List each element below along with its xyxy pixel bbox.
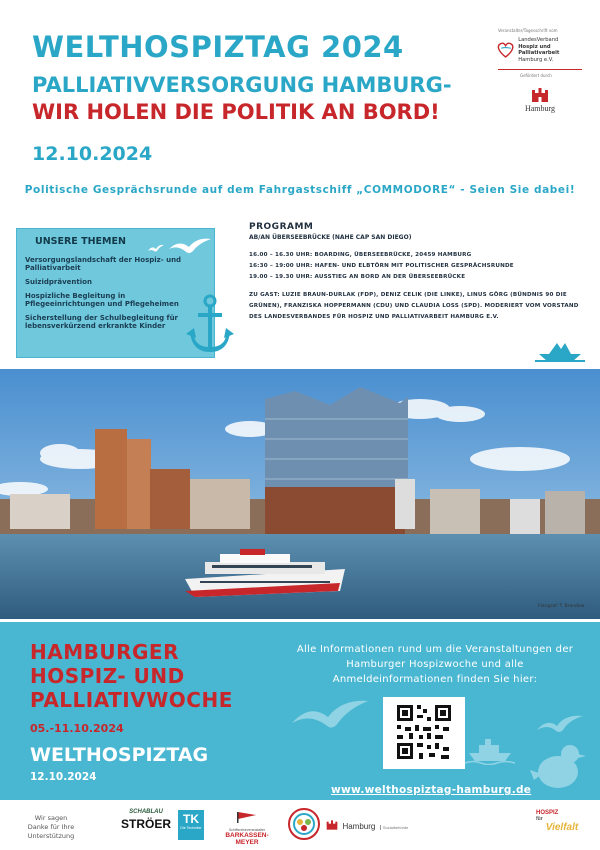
logo-small-top: Veranstalter/Tagesschrift vom bbox=[498, 28, 558, 33]
programm-row: 16:30 – 19:00 UHR: HAFEN- UND ELBTÖRN MIT POLITISCHER GESPRÄCHSRUNDE bbox=[249, 263, 514, 269]
list-item: Suizidprävention bbox=[25, 278, 92, 286]
sponsor-schablau-stroeer bbox=[118, 809, 174, 831]
logo-line3: Hamburg e.V. bbox=[518, 56, 554, 63]
subtitle-line2: WIR HOLEN DIE POLITIK AN BORD! bbox=[32, 100, 440, 124]
ship-icon bbox=[465, 735, 515, 765]
tk-label: TK bbox=[183, 812, 199, 826]
tk-sub-label: Die Techniker bbox=[180, 826, 202, 830]
themen-title: UNSERE THEMEN bbox=[35, 236, 126, 247]
landesverband-logo bbox=[496, 37, 584, 63]
seagull-icon bbox=[167, 235, 213, 257]
programm-section bbox=[249, 222, 589, 323]
barkassen-top-label: Schiffsreiseveranstalter bbox=[228, 828, 266, 832]
heading-line3: PALLIATIVWOCHE bbox=[30, 688, 233, 712]
heading-line2: HOSPIZ- UND bbox=[30, 664, 185, 688]
seagull-small-icon bbox=[147, 243, 165, 253]
website-link[interactable]: www.welthospiztag-hamburg.de bbox=[331, 784, 532, 796]
welthospiztag-date: 12.10.2024 bbox=[30, 771, 97, 783]
event-date: 12.10.2024 bbox=[32, 143, 153, 165]
sponsor-barkassen-meyer bbox=[214, 810, 280, 846]
castle-icon bbox=[531, 88, 549, 102]
list-item: Hospizliche Begleitung in Pflegeeinrichtungen und Pflegeheimen bbox=[25, 292, 179, 308]
hamburg-logo bbox=[496, 88, 584, 113]
subtitle-line1: PALLIATIVVERSORGUNG HAMBURG- bbox=[32, 73, 452, 97]
logo-small-bottom: Gefördert durch bbox=[520, 73, 552, 78]
paper-boat-icon bbox=[535, 340, 585, 362]
programm-title: PROGRAMM bbox=[249, 222, 314, 232]
sponsor-hamburg-sozialbehoerde bbox=[326, 816, 416, 834]
qr-code[interactable] bbox=[383, 697, 465, 769]
page-title: WELTHOSPIZTAG 2024 bbox=[32, 30, 404, 64]
programm-row: 19.00 – 19.30 UHR: AUSSTIEG AN BORD AN DER ÜBERSEEBRÜCKE bbox=[249, 274, 466, 280]
round-badge-icon bbox=[288, 808, 320, 840]
programm-row: 16.00 – 16.30 UHR: BOARDING, ÜBERSEEBRÜCKE, 20459 HAMBURG bbox=[249, 252, 472, 258]
flag-icon bbox=[236, 811, 258, 823]
event-subline: Politische Gesprächsrunde auf dem Fahrgastschiff „COMMODORE“ - Seien Sie dabei! bbox=[24, 184, 576, 196]
info-text: Alle Informationen rund um die Veranstaltungen der Hamburger Hospizwoche und alle Anmeldeinformationen finden Sie hier: bbox=[296, 644, 574, 685]
hamburg-sponsor-label: Hamburg bbox=[342, 822, 376, 831]
schablau-label: SCHABLAU bbox=[129, 809, 163, 815]
hospizwoche-dates: 05.-11.10.2024 bbox=[30, 722, 124, 735]
anchor-icon bbox=[186, 294, 234, 358]
photo-credit: Fotograf: T. Brandow bbox=[538, 604, 585, 609]
sponsor-hospiz-vielfalt bbox=[536, 810, 588, 833]
sponsor-round-logo bbox=[288, 808, 320, 840]
stroeer-label: STRÖER bbox=[120, 817, 171, 831]
welthospiztag-heading: WELTHOSPIZTAG bbox=[30, 744, 209, 766]
thanks-text: Wir sagen Danke für Ihre Unterstützung bbox=[27, 814, 75, 840]
castle-icon bbox=[326, 820, 338, 830]
seagull-small-icon bbox=[535, 712, 585, 736]
seagull-standing-icon bbox=[530, 740, 586, 798]
vielfalt-label: Vielfalt bbox=[545, 822, 579, 833]
logo-line1: LandesVerband bbox=[518, 37, 559, 43]
barkassen-label: BARKASSEN-MEYER bbox=[225, 832, 269, 846]
hospiz-label: HOSPIZ bbox=[536, 810, 559, 816]
programm-subtitle: AB/AN ÜBERSEEBRÜCKE (NAHE CAP SAN DIEGO) bbox=[249, 234, 412, 241]
seagull-icon bbox=[290, 695, 370, 735]
logo-line2: Hospiz und Palliativarbeit bbox=[518, 43, 560, 56]
list-item: Sicherstellung der Schulbegleitung für lebensverkürzend erkrankte Kinder bbox=[25, 314, 179, 330]
heading-line1: HAMBURGER bbox=[30, 640, 179, 664]
qr-code-icon bbox=[383, 697, 465, 769]
list-item: Versorgungslandschaft der Hospiz- und Palliativarbeit bbox=[25, 256, 182, 272]
hospiz-fuer-label: für bbox=[536, 816, 543, 822]
hamburg-harbour-photo bbox=[0, 369, 600, 619]
organizer-logos bbox=[496, 28, 584, 140]
elbphilharmonie-image bbox=[0, 369, 600, 619]
hospizwoche-heading bbox=[30, 640, 233, 712]
heart-logo-icon bbox=[496, 39, 515, 61]
hamburg-sponsor-sub: Sozialbehörde bbox=[380, 825, 409, 830]
themen-list bbox=[25, 256, 205, 336]
sponsor-tk bbox=[178, 810, 204, 840]
programm-guests: ZU GAST: LUZIE BRAUN-DURLAK (FDP), DENIZ CELIK (DIE LINKE), LINUS GÖRG (BÜNDNIS 90 DIE GRÜNEN), FRANZISKA HOPPERMANN (CDU) UND CLAUDIA LOSS (SPD). MODERIERT VOM VORSTAND DES LANDESVERBANDES FÜR HOSPIZ UND PALLIATIVARBEIT HAMBURG E.V. bbox=[249, 292, 579, 320]
logo-city: Hamburg bbox=[524, 104, 556, 113]
